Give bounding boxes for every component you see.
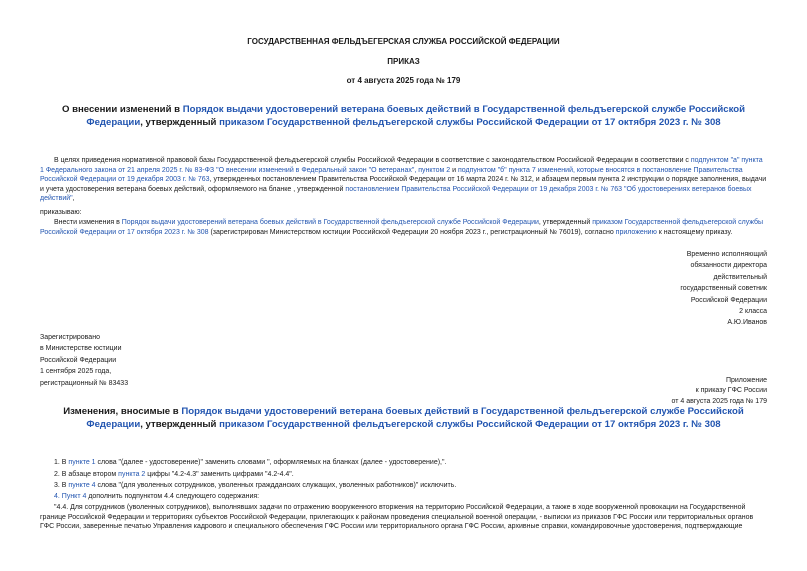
signatory-name: А.Ю.Иванов xyxy=(727,319,767,327)
body-text-d: к настоящему приказу. xyxy=(656,228,733,236)
change-item-5: "4.4. Для сотрудников (уволенных сотрудников), выполнявших задачи по отражению вооруженного вторжения на территорию Российской Федерации, а также в ходе вооруженной провокации на Государственной границе Российской Федерации и территориях субъектов Российской Федерации, прилегающих к районам проведения специальной военной операции, - выписки из приказов ГФС России или территориальных органов ГФС России, заверенные печатью Управления кадрового и специального обеспечения ГФС России или территориального органа ГФС России, архивные справки, командировочные удостоверения, подтверждающие xyxy=(40,504,754,531)
registration-line: Российской Федерации xyxy=(40,356,117,364)
change-4-text-b: дополнить подпунктом 4.4 следующего содержания: xyxy=(86,493,260,500)
appendix-title-mid: , утвержденный xyxy=(140,419,220,430)
change-2-text-b: цифры "4.2-4.3" заменить цифрами "4.2-4.4". xyxy=(145,471,294,478)
link-resolution-763[interactable]: постановлением Правительства Российской Федерации от 19 декабря 2003 г. № 763 "Об удостоверениях ветеранов боевых действий" xyxy=(40,185,752,203)
org-name: ГОСУДАРСТВЕННАЯ ФЕЛЬДЪЕГЕРСКАЯ СЛУЖБА РОССИЙСКОЙ ФЕДЕРАЦИИ xyxy=(247,37,560,46)
appendix-title-prefix: Изменения, вносимые в xyxy=(63,406,182,417)
preamble-text-c: , утвержденных постановлением Правительства Российской Федерации от 16 марта 2024 г. № 312, и абзацем первым пункта 2 инструкции о порядке заполнения, выдачи и учета удостоверения ветерана боевых действий, оформляемого на бланке , утвержденной xyxy=(40,176,767,193)
appendix-ref-order: к приказу ГФС России xyxy=(695,387,767,395)
title-prefix: О внесении изменений в xyxy=(61,104,183,115)
change-item-2 xyxy=(54,470,294,480)
registration-line: в Министерстве юстиции xyxy=(40,345,122,353)
signature-line: Российской Федерации xyxy=(690,296,767,304)
registration-line: 1 сентября 2025 года, xyxy=(40,368,112,376)
change-item-4 xyxy=(54,492,259,502)
appendix-title-link-order[interactable]: приказом Государственной фельдъегерской службы Российской Федерации от 17 октября 2023 г. № 308 xyxy=(219,419,721,430)
title-mid: , утвержденный xyxy=(140,117,220,128)
body-text-a: Внести изменения в xyxy=(54,219,122,226)
change-3-text-a: 3. В xyxy=(54,482,69,489)
preamble-text-b: и xyxy=(450,166,458,174)
signature-line: Временно исполняющий xyxy=(686,251,767,258)
change-3-link[interactable]: пункте 4 xyxy=(68,482,96,489)
change-1-text-a: 1. В xyxy=(54,459,69,466)
title-link-order[interactable]: приказом Государственной фельдъегерской службы Российской Федерации от 17 октября 2023 г. № 308 xyxy=(219,117,721,128)
title-link-procedure[interactable]: Порядок выдачи удостоверений ветерана боевых действий в Государственной фельдъегерской службе Российской Федерации xyxy=(86,104,746,128)
change-2-link[interactable]: пункта 2 xyxy=(118,471,146,478)
preamble-text-a: В целях приведения нормативной правовой базы Государственной фельдъегерской службы Российской Федерации в соответствие с законодательством Российской Федерации в соответствии с xyxy=(54,157,691,164)
body-link-procedure[interactable]: Порядок выдачи удостоверений ветерана боевых действий в Государственной фельдъегерской службе Российской Федерации xyxy=(121,219,539,226)
signature-line: действительный xyxy=(713,273,767,281)
body-link-appendix[interactable]: приложению xyxy=(615,228,657,236)
link-subpoint-a[interactable]: подпунктом "а" пункта 1 Федерального закона от 21 апреля 2025 г. № 83-ФЗ "О внесении изменений в Федеральный закон "О ветеранах", пунктом 2 xyxy=(40,157,763,174)
doc-title xyxy=(40,103,767,129)
change-2-text-a: 2. В абзаце втором xyxy=(54,471,119,478)
order-word: приказываю: xyxy=(40,209,82,216)
preamble-text-d: , xyxy=(72,195,75,203)
doc-type: ПРИКАЗ xyxy=(387,57,420,66)
appendix-ref-date: от 4 августа 2025 года № 179 xyxy=(671,397,767,405)
link-subpoint-b[interactable]: подпунктом "б" пункта 7 изменений, которые вносятся в постановление Правительства Российской Федерации от 19 декабря 2003 г. № 763 xyxy=(40,166,743,184)
change-1-link[interactable]: пункте 1 xyxy=(68,459,96,466)
appendix-title-link-procedure[interactable]: Порядок выдачи удостоверений ветерана боевых действий в Государственной фельдъегерской службе Российской Федерации xyxy=(86,406,744,430)
change-item-3 xyxy=(54,481,456,491)
appendix-title xyxy=(40,405,767,431)
change-1-text-b: слова "(далее - удостоверение)" заменить словами ", оформляемых на бланках (далее - удостоверение),". xyxy=(95,459,447,466)
body-link-order[interactable]: приказом Государственной фельдъегерской службы Российской Федерации от 17 октября 2023 г. № 308 xyxy=(40,219,764,236)
registration-line: регистрационный № 83433 xyxy=(40,379,129,387)
signature-line: государственный советник xyxy=(680,285,767,293)
signature-block xyxy=(680,249,767,329)
body-text-c: (зарегистрирован Министерством юстиции Российской Федерации 20 ноября 2023 г., регистрационный № 76019), согласно xyxy=(208,228,616,236)
body-text-b: , утвержденный xyxy=(538,219,593,226)
appendix-header xyxy=(672,376,768,407)
signature-line: обязанности директора xyxy=(690,262,767,270)
registration-line: Зарегистрировано xyxy=(40,334,100,341)
registration-block xyxy=(40,332,128,389)
signature-line: 2 класса xyxy=(739,308,767,316)
preamble-paragraph xyxy=(40,156,767,204)
change-item-1 xyxy=(54,458,446,468)
body-paragraph xyxy=(40,218,767,237)
change-4-link[interactable]: 4. Пункт 4 xyxy=(54,493,87,500)
appendix-label: Приложение xyxy=(725,377,767,384)
change-3-text-b: слова "(для уволенных сотрудников, уволенных граждданских служащих, уволенных работников)" исключить. xyxy=(95,482,457,489)
doc-date-number: от 4 августа 2025 года № 179 xyxy=(346,76,461,85)
